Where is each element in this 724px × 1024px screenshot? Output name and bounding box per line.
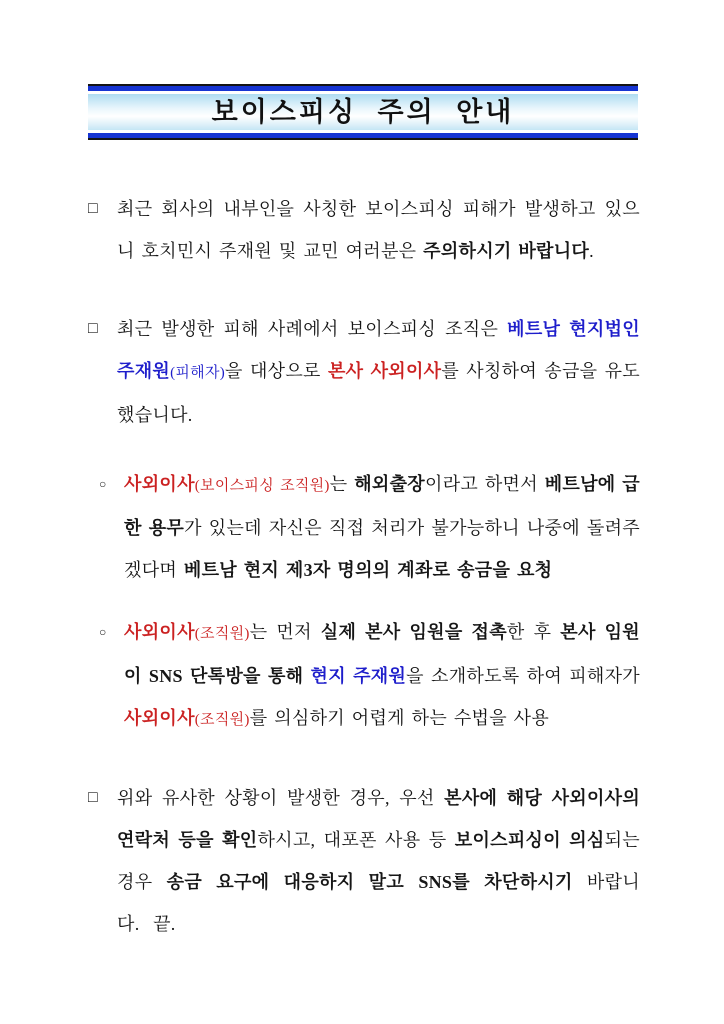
- text-run: 베트남 현지법인 주재원: [117, 319, 640, 381]
- text-run: 실제 본사 임원을 접촉: [320, 622, 507, 642]
- text-run: 이라고 하면서: [425, 474, 545, 494]
- text-run: 보이스피싱이 의심: [454, 830, 605, 850]
- circle-bullet-icon: ○: [99, 625, 107, 639]
- text-run: 최근 발생한 피해 사례에서 보이스피싱 조직은: [117, 319, 508, 339]
- paragraph-text: [117, 777, 640, 945]
- text-run: 베트남에 급한 용무: [124, 474, 640, 538]
- paragraph-text: [124, 463, 640, 591]
- square-bullet-icon: □: [88, 320, 98, 337]
- notice-paragraph: [88, 777, 640, 945]
- circle-bullet-icon: ○: [99, 477, 107, 491]
- text-run: (보이스피싱 조직원): [194, 478, 330, 494]
- text-run: .: [589, 241, 594, 261]
- square-bullet-icon: □: [88, 789, 98, 806]
- text-run: 을 대상으로: [225, 361, 328, 381]
- text-run: (조직원): [194, 626, 250, 642]
- text-run: 본사 임원이 SNS 단톡방을 통해: [124, 622, 640, 686]
- text-run: 가 있는데 자신은 직접 처리가 불가능하니 나중에 돌려주겠다며: [124, 518, 640, 580]
- paragraph-text: [117, 308, 640, 436]
- banner-bottom-rule: [88, 133, 638, 138]
- text-run: 는 먼저: [249, 622, 321, 642]
- text-run: 본사 사외이사: [327, 361, 442, 381]
- text-run: 현지 주재원: [310, 666, 407, 686]
- notice-paragraph: [99, 463, 640, 591]
- text-run: 사외이사: [124, 622, 195, 642]
- text-run: 바랍니다. 끝.: [117, 872, 640, 934]
- text-run: 한 후: [506, 622, 561, 642]
- text-run: 를 사칭하여 송금을 유도했습니다.: [117, 361, 640, 425]
- text-run: 송금 요구에 대응하지 말고 SNS를 차단하시기: [166, 872, 573, 892]
- paragraph-text: [124, 611, 640, 741]
- text-run: 위와 유사한 상황이 발생한 경우, 우선: [117, 788, 445, 808]
- text-run: 를 의심하기 어렵게 하는 수법을 사용: [249, 708, 550, 728]
- text-run: 베트남 현지 제3자 명의의 계좌로 송금을 요청: [183, 560, 553, 580]
- banner-top-rule: [88, 86, 638, 91]
- paragraph-text: [117, 188, 640, 272]
- notice-paragraph: [88, 308, 640, 436]
- text-run: 해외출장: [354, 474, 425, 494]
- banner-gradient-body: [88, 94, 638, 130]
- notice-paragraph: [88, 188, 640, 272]
- text-run: (조직원): [194, 712, 250, 728]
- notice-paragraph: [99, 611, 640, 741]
- title-banner: [88, 84, 638, 140]
- text-run: 사외이사: [124, 474, 195, 494]
- text-run: 되는 경우: [117, 830, 640, 892]
- text-run: 을 소개하도록 하여 피해자가: [406, 666, 640, 686]
- text-run: 최근 회사의 내부인을 사칭한 보이스피싱 피해가 발생하고 있으니 호치민시 주재원 및 교민 여러분은: [117, 199, 640, 261]
- text-run: (피해자): [170, 365, 226, 381]
- text-run: 는: [329, 474, 355, 494]
- text-run: 하시고, 대포폰 사용 등: [257, 830, 455, 850]
- text-run: 주의하시기 바랍니다: [423, 241, 590, 261]
- page-title: 보이스피싱 주의 안내: [211, 97, 515, 127]
- square-bullet-icon: □: [88, 200, 98, 217]
- text-run: 본사에 해당 사외이사의 연락처 등을 확인: [117, 788, 641, 850]
- notice-body: [88, 188, 640, 945]
- text-run: 사외이사: [124, 708, 195, 728]
